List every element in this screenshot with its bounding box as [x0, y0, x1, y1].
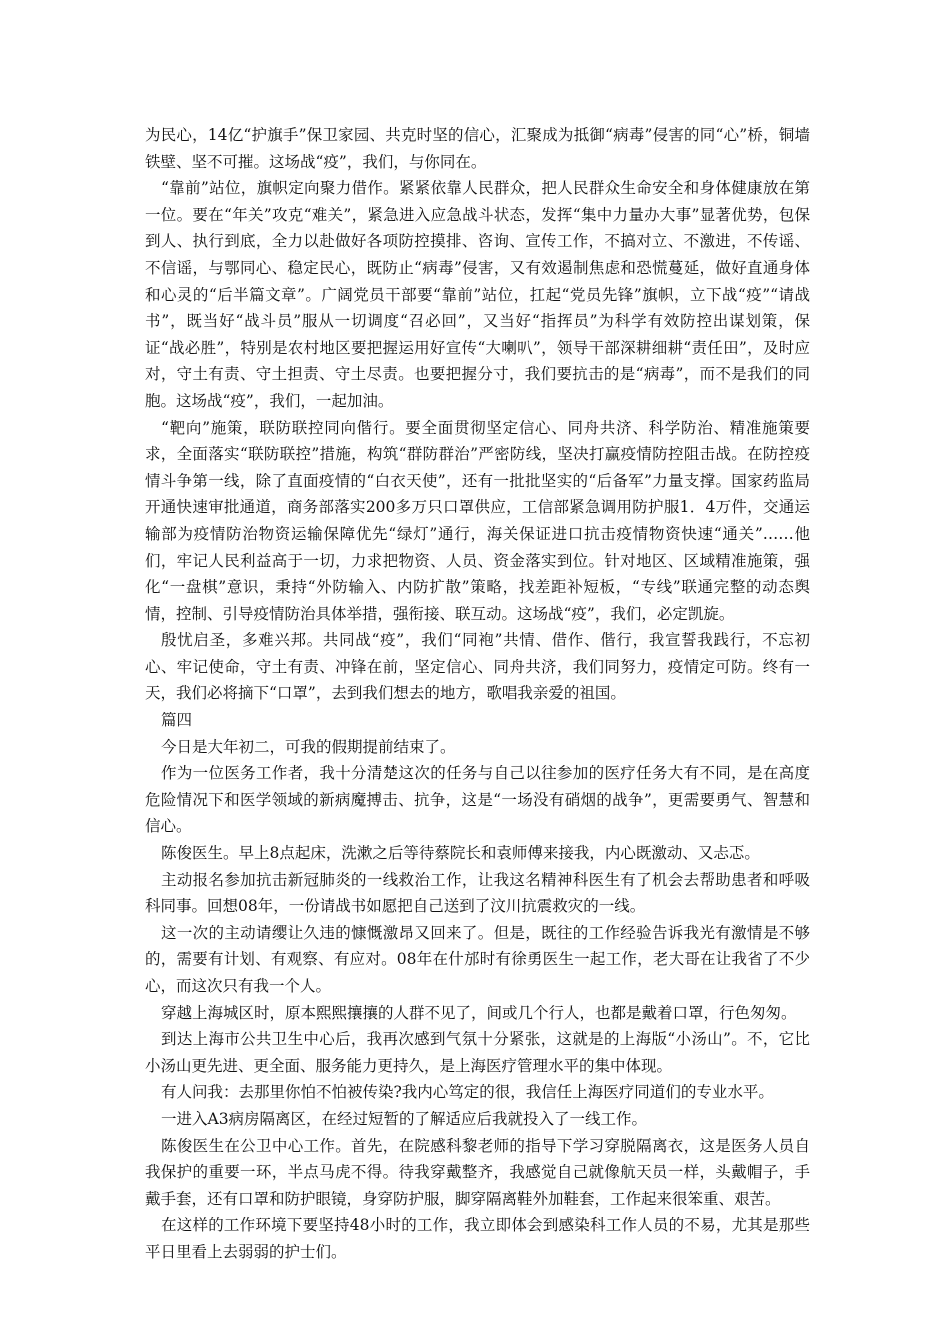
paragraph-10: 穿越上海城区时，原本熙熙攘攘的人群不见了，间或几个行人，也都是戴着口罩，行色匆匆。	[161, 1003, 797, 1022]
paragraph-11: 到达上海市公共卫生中心后，我再次感到气氛十分紧张，这就是的上海版“小汤山”。不，它比小汤山更先进、更全面、服务能力更持久，是上海医疗管理水平的集中体现。	[145, 1030, 810, 1075]
paragraph-3: “靶向”施策，联防联控同向偕行。要全面贯彻坚定信心、同舟共济、科学防治、精准施策要求，全面落实“联防联控”措施，构筑“群防群治”严密防线，坚决打赢疫情防控阻击战。在防控疫情斗争第一线，除了直面疫情的“白衣天使”，还有一批批坚实的“后备军”力量支撑。国家药监局开通快速审批通道，商务部落实200多万只口罩供应，工信部紧急调用防护服1．4万件，交通运输部为疫情防治物资运输保障优先“绿灯”通行，海关保证进口抗击疫情物资快速“通关”……他们，牢记人民利益高于一切，力求把物资、人员、资金落实到位。针对地区、区域精准施策，强化“一盘棋”意识，秉持“外防输入、内防扩散”策略，找差距补短板，“专线”联通完整的动态舆情，控制、引导疫情防治具体举措，强衔接、联互动。这场战“疫”，我们，必定凯旋。	[145, 418, 810, 623]
paragraph-9: 这一次的主动请缨让久违的慷慨激昂又回来了。但是，既往的工作经验告诉我光有激情是不够的，需要有计划、有观察、有应对。08年在什邡时有徐勇医生一起工作，老大哥在让我省了不少心，而这次只有我一个人。	[145, 923, 810, 995]
paragraph-5: 今日是大年初二，可我的假期提前结束了。	[161, 737, 456, 756]
section-heading: 篇四	[161, 711, 193, 730]
paragraph-15: 在这样的工作环境下要坚持48小时的工作，我立即体会到感染科工作人员的不易，尤其是那些平日里看上去弱弱的护士们。	[145, 1216, 810, 1261]
paragraph-4: 殷忧启圣，多难兴邦。共同战“疫”，我们“同袍”共情、借作、偕行，我宣誓我践行，不忘初心、牢记使命，守土有责、冲锋在前，坚定信心、同舟共济，我们同努力，疫情定可防。终有一天，我们必将摘下“口罩”，去到我们想去的地方，歌唱我亲爱的祖国。	[145, 631, 810, 703]
paragraph-14: 陈俊医生在公卫中心工作。首先，在院感科黎老师的指导下学习穿脱隔离衣，这是医务人员自我保护的重要一环，半点马虎不得。待我穿戴整齐，我感觉自己就像航天员一样，头戴帽子，手戴手套，还有口罩和防护眼镜，身穿防护服，脚穿隔离鞋外加鞋套，工作起来很笨重、艰苦。	[145, 1136, 810, 1208]
document-body	[145, 122, 810, 1266]
paragraph-2: “靠前”站位，旗帜定向聚力借作。紧紧依靠人民群众，把人民群众生命安全和身体健康放在第一位。要在“年关”攻克“难关”，紧急进入应急战斗状态，发挥“集中力量办大事”显著优势，包保到人、执行到底，全力以赴做好各项防控摸排、咨询、宣传工作，不搞对立、不激进，不传谣、不信谣，与鄂同心、稳定民心，既防止“病毒”侵害，又有效遏制焦虑和恐慌蔓延，做好直通身体和心灵的“后半篇文章”。广阔党员干部要“靠前”站位，扛起“党员先锋”旗帜，立下战“疫”“请战书”，既当好“战斗员”服从一切调度“召必回”，又当好“指挥员”为科学有效防控出谋划策，保证“战必胜”，特别是农村地区要把握运用好宣传“大喇叭”，领导干部深耕细耕“责任田”，及时应对，守土有责、守土担责、守土尽责。也要把握分寸，我们要抗击的是“病毒”，而不是我们的同胞。这场战“疫”，我们，一起加油。	[145, 179, 810, 410]
paragraph-6: 作为一位医务工作者，我十分清楚这次的任务与自己以往参加的医疗任务大有不同，是在高度危险情况下和医学领域的新病魔搏击、抗争，这是“一场没有硝烟的战争”，更需要勇气、智慧和信心。	[145, 764, 810, 836]
paragraph-7: 陈俊医生。早上8点起床，洗漱之后等待蔡院长和袁师傅来接我，内心既激动、又忐忑。	[161, 844, 760, 863]
paragraph-8: 主动报名参加抗击新冠肺炎的一线救治工作，让我这名精神科医生有了机会去帮助患者和呼吸科同事。回想08年，一份请战书如愿把自己送到了汶川抗震救灾的一线。	[145, 870, 810, 916]
paragraph-13: 一进入A3病房隔离区，在经过短暂的了解适应后我就投入了一线工作。	[161, 1109, 648, 1128]
paragraph-1: 为民心，14亿“护旗手”保卫家园、共克时坚的信心，汇聚成为抵御“病毒”侵害的同“心”桥，铜墙铁壁、坚不可摧。这场战“疫”，我们，与你同在。	[145, 126, 810, 171]
paragraph-12: 有人问我：去那里你怕不怕被传染?我内心笃定的很，我信任上海医疗同道们的专业水平。	[161, 1083, 774, 1102]
